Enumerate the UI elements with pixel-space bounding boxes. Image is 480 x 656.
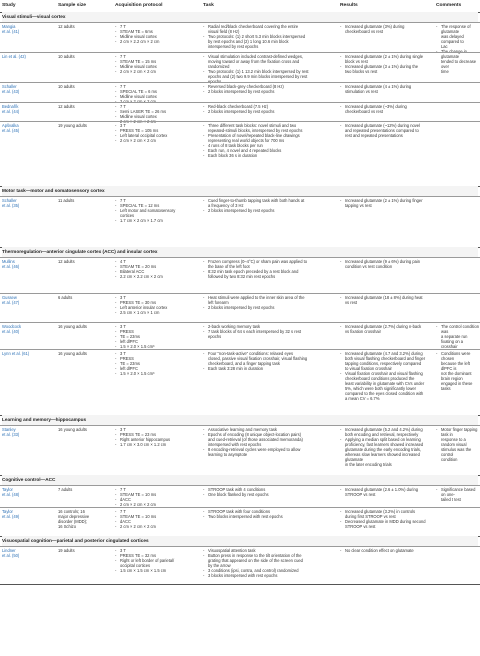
cell-res <box>340 295 434 305</box>
cell-bullet: - STROOP task with 4 conditions <box>203 487 335 492</box>
cell-bullet: - Midline visual cortex <box>115 64 201 69</box>
cell-task <box>203 104 335 114</box>
cell-acq <box>115 259 201 279</box>
cell-size: 16 controls; 16 major depressive disorder (MDD); 16 Schizo <box>58 508 90 529</box>
cell-task <box>203 548 335 578</box>
cell-bullet: - 7 T <box>115 24 201 29</box>
cell-bullet: - Two protocols: (1) 1 13.2 min block interspersed by rest epochs and (2) two 9.9 min blocks interspersed by rest epochs <box>203 69 335 84</box>
cell-bullet: - Right anterior hippocampus <box>115 437 201 442</box>
cell-study: Schaller et al. (35) <box>2 197 20 208</box>
cell-bullet: - STEAM TE = 20 ms <box>115 264 201 269</box>
header-task: Task <box>203 3 214 8</box>
cell-bullet: - PRESS TE = 23 ms <box>115 432 201 437</box>
cell-bullet: - 2 cm × 2.2 cm × 2 cm <box>115 39 201 44</box>
cell-study: Bednařík et al. (44) <box>2 103 20 114</box>
cell-bullet: - STEAM TE = 10 ms <box>115 492 201 497</box>
cell-bullet: - 2 blocks interspersed by rest epochs <box>203 208 335 213</box>
cell-bullet: - STEAM TE = 10 ms <box>115 514 201 519</box>
cell-bullet: - 3 T <box>115 427 201 432</box>
cell-res <box>340 198 434 208</box>
cell-com <box>436 487 480 502</box>
cell-task <box>203 351 335 371</box>
cell-study: Apšvalka et al. (45) <box>2 122 20 133</box>
cell-bullet: - Presentation of novel/repeated black-line drawings representing real world objects for 700 ms <box>203 133 335 143</box>
cell-bullet: - 3 T <box>115 295 201 300</box>
cell-study: Lindner et al. (50) <box>2 547 20 558</box>
cell-acq <box>115 324 201 349</box>
cell-bullet: - 3 T <box>115 351 201 356</box>
cell-bullet: - Increased glutamate (2.7%) during n-back vs fixation crosshair <box>340 324 434 334</box>
section-heading: Learning and memory—hippocampus <box>2 415 478 425</box>
cell-bullet: - 7 T <box>115 104 201 109</box>
cell-bullet: - Increased glutamate (9 ± 6%) during pain condition vs rest condition <box>340 259 434 269</box>
cell-bullet: - Radial red/black checkerboard covering the entire visual field (8 Hz) <box>203 24 335 34</box>
cell-task <box>203 54 335 84</box>
cell-task <box>203 24 335 49</box>
cell-bullet: - 7 T <box>115 84 201 89</box>
cell-bullet: - Cued finger-to-thumb tapping task with both hands at a frequency of 3 Hz <box>203 198 335 208</box>
cell-bullet: - 3 T <box>115 548 201 553</box>
cell-size: 10 adults <box>58 83 75 89</box>
cell-bullet: - Two protocols: (1) 2 short 5.3 min blocks interspersed by rest epochs and (2) 1 long 10.6 min block interspersed by rest epochs <box>203 34 335 49</box>
cell-bullet: - Red-black checkerboard (7.5 Hz) <box>203 104 335 109</box>
cell-bullet: - 2.5 cm × 1 cm × 1 cm <box>115 310 201 315</box>
cell-size: 12 adults <box>58 258 75 264</box>
cell-bullet: - 2 blocks interspersed by rest epochs <box>203 89 335 94</box>
cell-bullet: - 7 T <box>115 54 201 59</box>
header-results: Results <box>340 3 358 8</box>
cell-size: 16 young adults <box>58 350 87 356</box>
cell-bullet: - 2 cm × 2 cm × 2 cm <box>115 99 201 104</box>
cell-task <box>203 427 335 457</box>
cell-bullet: - 7 task blocks of 64 s each interspersed by 32 s rest epochs <box>203 329 335 339</box>
cell-bullet: - 2.2 cm × 2.2 cm × 2 cm <box>115 274 201 279</box>
cell-bullet: - 4 runs of 8 task blocks per run <box>203 143 335 148</box>
cell-size: 16 young adults <box>58 426 87 432</box>
cell-bullet: - Increased glutamate (18 ± 8%) during heat vs rest <box>340 295 434 305</box>
header-acquisition-protocol: Acquisition protocol <box>115 3 163 8</box>
cell-bullet: - 2 cm × 2 cm × 2 cm <box>115 119 201 124</box>
cell-task <box>203 487 335 497</box>
cell-study: Lynn et al. (61) <box>2 350 30 356</box>
cell-task <box>203 84 335 94</box>
cell-acq <box>115 295 201 315</box>
cell-bullet: - Two blocks interspersed with rest epochs <box>203 514 335 519</box>
cell-bullet: - Bilateral ACC <box>115 269 201 274</box>
cell-com <box>436 351 480 391</box>
cell-bullet: - dACC <box>115 519 201 524</box>
cell-bullet: - Visual stimulation included contrast-defined wedges, moving toward or away from the fixation cross and randomized <box>203 54 335 69</box>
cell-size: 12 adults <box>58 103 75 109</box>
cell-size: 10 adults <box>58 53 75 59</box>
cell-bullet: - SPECIAL TE = 6 ms <box>115 89 201 94</box>
cell-bullet: - Epochs of encoding (8 unique object-location pairs) and cued-retrieval (of those associated memoranda) interspersed with rest epochs <box>203 432 335 447</box>
cell-bullet: - Right or left border of parietal/ occipital cortices <box>115 558 201 568</box>
cell-bullet: - Increased glutamate (5.2 and 4.2%) during both encoding and retrieval, respectively <box>340 427 434 437</box>
cell-bullet: - Increased glutamate (2.6 ± 1.0%) during STROOP vs rest <box>340 487 434 497</box>
cell-bullet: - 3 T <box>115 123 201 128</box>
cell-bullet: - Increased glutamate (3 ± 1%) during the two blocks vs rest <box>340 64 434 74</box>
cell-bullet: - 2 cm × 2 cm × 2 cm <box>115 502 201 507</box>
cell-bullet: - STEAM TE = 15 ms <box>115 59 201 64</box>
cell-study: Taylor et al. (49) <box>2 508 20 519</box>
cell-bullet: - Midline visual cortex <box>115 94 201 99</box>
cell-bullet: - No clear condition effect on glutamate <box>340 548 434 553</box>
cell-bullet: - 2 cm × 2 cm × 2 cm <box>115 524 201 529</box>
cell-bullet: - 8 encoding-retrieval cycles were employed to allow learning to asymptote <box>203 447 335 457</box>
cell-bullet: - The change in glutamate tended to decrease over time <box>436 49 480 74</box>
cell-bullet: - PRESS <box>115 329 201 334</box>
cell-com <box>436 324 480 349</box>
cell-bullet: - Each task 3:28 min in duration <box>203 366 335 371</box>
cell-acq <box>115 351 201 376</box>
cell-study: Stanley et al. (33) <box>2 426 20 437</box>
cell-bullet: - Conditions were chosen because the left dlPFC is not the dominant brain region engaged in these tasks <box>436 351 480 391</box>
cell-study: Mullins et al. (46) <box>2 258 20 269</box>
cell-bullet: - 2 cm × 2 cm × 2 cm <box>115 69 201 74</box>
header-comments: Comments <box>436 3 462 8</box>
cell-bullet: - 7 T <box>115 487 201 492</box>
cell-bullet: - Reversed black-grey checkerboard (8 Hz) <box>203 84 335 89</box>
cell-size: 19 adults <box>58 547 75 553</box>
cell-bullet: - One block flanked by rest epochs <box>203 492 335 497</box>
section-heading: Cognitive control—ACC <box>2 475 478 485</box>
cell-size: 6 adults <box>58 294 73 300</box>
cell-bullet: - PRESS <box>115 356 201 361</box>
cell-size: 12 adults <box>58 23 75 29</box>
cell-bullet: - The control condition was a separate run fixating on a crosshair <box>436 324 480 349</box>
table-bottom-rule <box>0 584 480 585</box>
cell-acq <box>115 198 201 223</box>
cell-bullet: - Increased glutamate (~12%) during novel and repeated presentations compared to rest and repeated presentations <box>340 123 434 138</box>
cell-bullet: - SPECIAL TE = 12 ms <box>115 203 201 208</box>
cell-bullet: - 4 T <box>115 259 201 264</box>
cell-res <box>340 548 434 553</box>
cell-study: Woodcock et al. (40) <box>2 323 22 334</box>
cell-bullet: - 3 conditions (ipsi, contra, and control) randomized <box>203 568 335 573</box>
cell-bullet: - left dlPFC <box>115 339 201 344</box>
cell-acq <box>115 487 201 507</box>
cell-bullet: - STEAM TE = 6ms <box>115 29 201 34</box>
cell-com <box>436 427 480 462</box>
section-heading: Motor task—motor and somatosensory cortex <box>2 186 478 196</box>
cell-bullet: - Motor finger tapping task in response to a random visual stimulus was the control condition <box>436 427 480 462</box>
cell-bullet: - PRESS TE = 30 ms <box>115 300 201 305</box>
cell-bullet: - Left lateral occipital cortex <box>115 133 201 138</box>
cell-bullet: - Increased glutamate (4.7 and 3.2%) during both visual flashing checkerboard and finger tapping conditions, respectively compared to visual fixation crosshair <box>340 351 434 371</box>
cell-size: 19 young adults <box>58 122 87 128</box>
cell-bullet: - Applying a median split based on learning proficiency, fast learners showed increased glutamate during the early encoding trials, whereas slow learners showed increased glutamate in the later encoding trials <box>340 437 434 467</box>
cell-study: Lin et al. (42) <box>2 53 26 59</box>
cell-bullet: - Increased glutamate (3.2%) in controls during first STROOP vs rest <box>340 509 434 519</box>
cell-bullet: - 1.5 cm × 1.5 cm × 1.5 cm <box>115 568 201 573</box>
cell-bullet: - Midline visual cortex <box>115 114 201 119</box>
cell-bullet: - dACC <box>115 497 201 502</box>
cell-bullet: - 2 cm × 2 cm × 2 cm <box>115 138 201 143</box>
cell-bullet: - left dlPFC <box>115 366 201 371</box>
cell-size: 16 young adults <box>58 323 87 329</box>
cell-bullet: - 8:32 min task epoch preceded by a rest block and followed by two 8:32 min rest epochs <box>203 269 335 279</box>
cell-res <box>340 123 434 138</box>
cell-bullet: - 3 blocks interspersed with rest epochs <box>203 573 335 578</box>
cell-bullet: - TE = 23ms <box>115 361 201 366</box>
cell-bullet: - STROOP task with four conditions <box>203 509 335 514</box>
cell-bullet: - Heat stimuli were applied to the inner skin area of the left forearm <box>203 295 335 305</box>
cell-bullet: - PRESS TE = 32 ms <box>115 553 201 558</box>
cell-bullet: - Button press in response to the tilt orientation of the grating that appeared on the side of the screen cued by the arrow <box>203 553 335 568</box>
cell-size: 7 adults <box>58 486 73 492</box>
cell-bullet: - 1.7 cm × 2 cm × 1.7 cm <box>115 218 201 223</box>
cell-res <box>340 324 434 334</box>
cell-bullet: - TE = 23ms <box>115 334 201 339</box>
cell-res <box>340 509 434 529</box>
cell-bullet: - Visual fixation crosshair and visual flashing checkerboard conditions produced the least variability in glutamate with CVs under 5%, which were both significantly lower compared to the eyes closed condition with a mean CV = 6.7% <box>340 371 434 401</box>
cell-task <box>203 324 335 339</box>
cell-bullet: - Significance based on one- tailed t test <box>436 487 480 502</box>
cell-bullet: - Decreased glutamate in MDD during second STROOP vs rest <box>340 519 434 529</box>
cell-study: Schaller et al. (43) <box>2 83 20 94</box>
cell-task <box>203 295 335 310</box>
cell-bullet: - Three different task blocks: novel stimuli and two repeated-stimuli blocks, interspersed by rest epochs <box>203 123 335 133</box>
cell-bullet: - Increased glutamate (~3%) during checkerboard vs rest <box>340 104 434 114</box>
cell-task <box>203 123 335 158</box>
cell-res <box>340 104 434 114</box>
cell-acq <box>115 509 201 529</box>
cell-task <box>203 198 335 213</box>
cell-bullet: - Semi LASER TE = 26 ms <box>115 109 201 114</box>
cell-bullet: - 2-back working memory task <box>203 324 335 329</box>
cell-com <box>436 24 480 74</box>
cell-task <box>203 259 335 279</box>
cell-study: Mangia et al. (41) <box>2 23 20 34</box>
cell-study: Gussew et al. (47) <box>2 294 20 305</box>
cell-res <box>340 351 434 401</box>
cell-bullet: - 1.5 × 2.0 × 1.5 cm³ <box>115 371 201 376</box>
cell-bullet: - The response of glutamate was delayed compared to Lac <box>436 24 480 49</box>
cell-task <box>203 509 335 519</box>
cell-bullet: - Increased glutamate (3%) during checkerboard vs rest <box>340 24 434 34</box>
cell-bullet: - Each run, 4 novel and 4 repeated blocks <box>203 148 335 153</box>
cell-bullet: - 1.5 × 2.0 × 1.5 cm³ <box>115 344 201 349</box>
cell-acq <box>115 84 201 104</box>
cell-bullet: - 2 blocks interspersed by rest epochs <box>203 305 335 310</box>
cell-acq <box>115 427 201 447</box>
cell-size: 11 adults <box>58 197 75 203</box>
cell-bullet: - PRESS TE = 105 ms <box>115 128 201 133</box>
cell-bullet: - Each block 36 s in duration <box>203 153 335 158</box>
cell-acq <box>115 24 201 44</box>
cell-res <box>340 487 434 497</box>
cell-bullet: - Midline visual cortex <box>115 34 201 39</box>
cell-bullet: - Four “non-task-active” conditions: relaxed eyes closed, passive visual fixation crosshair, visual flashing checkerboard, and a finger tapping task <box>203 351 335 366</box>
cell-res <box>340 427 434 467</box>
cell-bullet: - 2 blocks interspersed by rest epochs <box>203 109 335 114</box>
cell-bullet: - 7 T <box>115 509 201 514</box>
section-heading: Thermoregulation—anterior cingulate cortex (ACC) and insular cortex <box>2 247 478 257</box>
section-heading: Visual stimuli—visual cortex <box>2 12 478 22</box>
cell-res <box>340 84 434 94</box>
cell-bullet: - Increased glutamate (2 ± 1%) during finger tapping vs rest <box>340 198 434 208</box>
section-heading: Visuospatial cognition—parietal and posterior cingulated cortices <box>2 536 478 546</box>
cell-bullet: - Frozen compress (0–4°C) or sham pain was applied to the base of the left foot <box>203 259 335 269</box>
cell-res <box>340 24 434 34</box>
cell-res <box>340 259 434 269</box>
cell-res <box>340 54 434 74</box>
cell-study: Taylor et al. (48) <box>2 486 20 497</box>
cell-bullet: - Associative learning and memory task <box>203 427 335 432</box>
cell-bullet: - Visuospatial attention task <box>203 548 335 553</box>
header-study: Study <box>2 3 16 8</box>
cell-bullet: - Left motor and somatosensory cortices <box>115 208 201 218</box>
header-sample-size: Sample size <box>58 3 86 8</box>
cell-bullet: - 1.7 cm × 3.0 cm × 1.2 cm <box>115 442 201 447</box>
cell-acq <box>115 123 201 143</box>
cell-acq <box>115 54 201 74</box>
cell-bullet: - Left anterior insular cortex <box>115 305 201 310</box>
cell-bullet: - Increased glutamate (4 ± 1%) during stimulation vs rest <box>340 84 434 94</box>
cell-bullet: - Increased glutamate (2 ± 1%) during single block vs rest <box>340 54 434 64</box>
cell-acq <box>115 548 201 573</box>
cell-bullet: - 3 T <box>115 324 201 329</box>
cell-bullet: - 7 T <box>115 198 201 203</box>
